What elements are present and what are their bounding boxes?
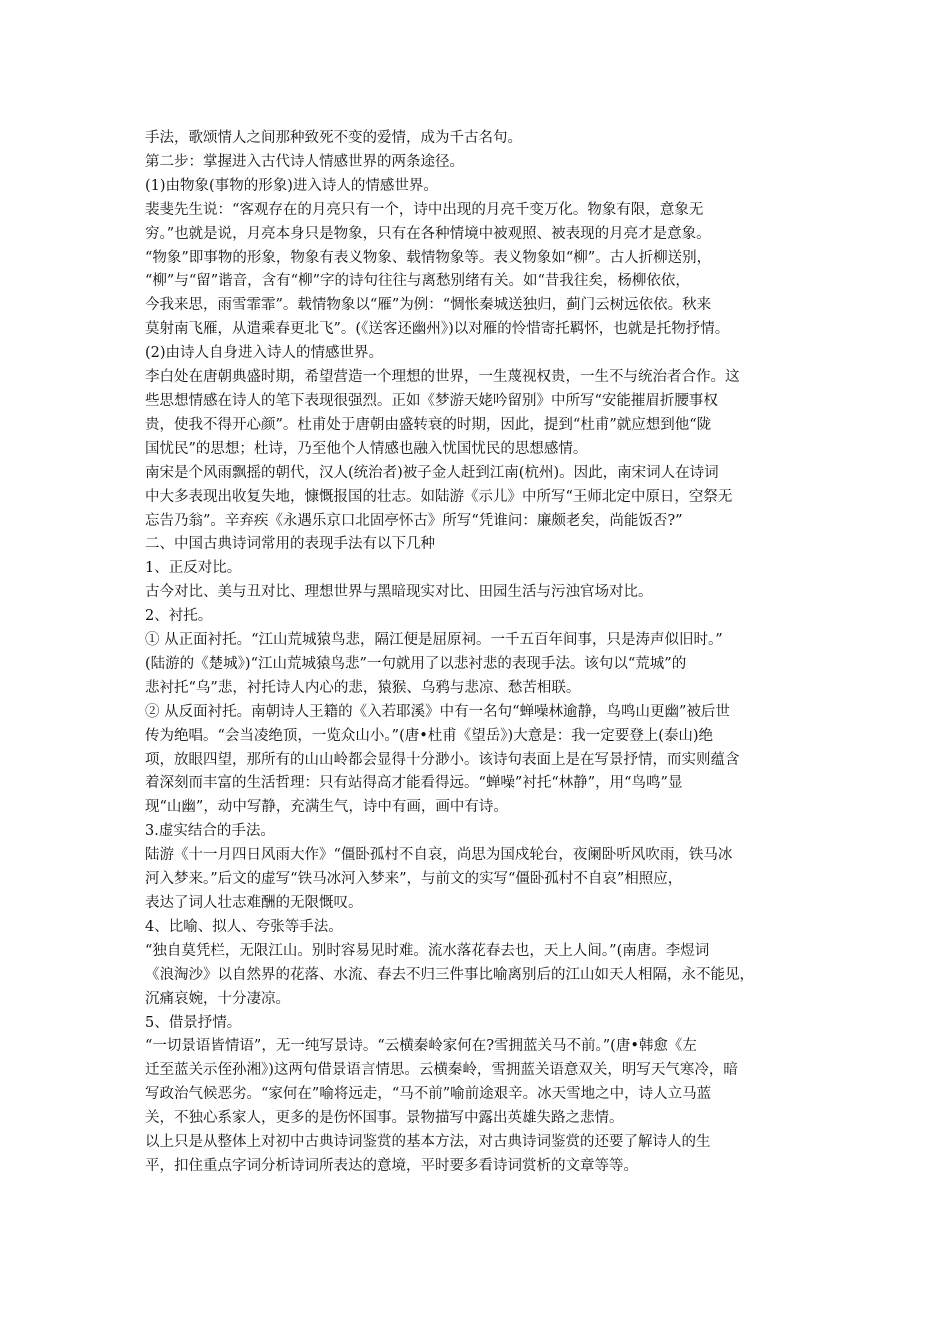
subsection-heading: 1、正反对比。: [145, 560, 242, 577]
text-line: ② 从反面衬托。南朝诗人王籍的《入若耶溪》中有一名句“蝉噪林逾静，鸟鸣山更幽”被后世: [145, 703, 730, 720]
text-line: 南宋是个风雨飘摇的朝代，汉人(统治者)被子金人赶到江南(杭州)。因此，南宋词人在诗词: [145, 464, 719, 481]
text-line: 现“山幽”，动中写静，充满生气，诗中有画，画中有诗。: [145, 799, 508, 816]
text-line: 陆游《十一月四日风雨大作》“僵卧孤村不自哀，尚思为国戍轮台，夜阑卧听风吹雨，铁马冰: [145, 847, 733, 864]
text-line: 平，扣住重点字词分析诗词所表达的意境，平时要多看诗词赏析的文章等等。: [145, 1157, 638, 1174]
text-line: 写政治气候恶劣。“家何在”喻将远走，“马不前”喻前途艰辛。冰天雪地之中，诗人立马蓝: [145, 1086, 712, 1103]
text-line: “物象”即事物的形象，物象有表义物象、载情物象等。表义物象如“柳”。古人折柳送别，: [145, 249, 712, 266]
text-line: (1)由物象(事物的形象)进入诗人的情感世界。: [145, 177, 438, 194]
text-line: 些思想情感在诗人的笔下表现很强烈。正如《梦游天姥吟留别》中所写“安能摧眉折腰事权: [145, 392, 718, 409]
text-line: ① 从正面衬托。“江山荒城猿鸟悲，隔江便是屈原祠。一千五百年间事，只是涛声似旧时。”: [145, 632, 723, 649]
text-line: (陆游的《楚城》)“江山荒城猿鸟悲”一句就用了以悲衬悲的表现手法。该句以“荒城”的: [145, 655, 687, 672]
subsection-heading: 2、衬托。: [145, 608, 213, 625]
subsection-heading: 3.虚实结合的手法。: [145, 823, 275, 840]
text-line: 李白处在唐朝典盛时期，希望营造一个理想的世界，一生蔑视权贵，一生不与统治者合作。这: [145, 369, 740, 386]
text-line: 莫射南飞雁，从遣乘春更北飞”。(《送客还幽州》)以对雁的怜惜寄托羁怀，也就是托物抒情。: [145, 321, 730, 338]
text-line: 手法，歌颂情人之间那种致死不变的爱情，成为千古名句。: [145, 130, 522, 146]
text-line: “独自莫凭栏，无限江山。别时容易见时难。流水落花春去也，天上人间。”(南唐。李煜词: [145, 942, 710, 959]
text-line: “一切景语皆情语”，无一纯写景诗。“云横秦岭家何在?雪拥蓝关马不前。”(唐•韩愈《左: [145, 1038, 697, 1055]
text-line: 贵，使我不得开心颜”。杜甫处于唐朝由盛转衰的时期，因此，提到“杜甫”就应想到他“陇: [145, 416, 712, 433]
text-line: 表达了词人壮志难酬的无限慨叹。: [145, 895, 363, 911]
text-line: 第二步：掌握进入古代诗人情感世界的两条途径。: [145, 153, 464, 170]
text-line: 项，放眼四望，那所有的山山岭都会显得十分渺小。该诗句表面上是在写景抒情，而实则蕴含: [145, 751, 740, 768]
text-line: 传为绝唱。“会当凌绝顶，一览众山小。”(唐•杜甫《望岳》)大意是：我一定要登上(泰山)绝: [145, 727, 714, 744]
text-line: 今我来思，雨雪霏霏”。载情物象以“雁”为例：“惆怅秦城送独归，蓟门云树远依依。秋来: [145, 297, 712, 314]
text-line: 裴斐先生说：“客观存在的月亮只有一个，诗中出现的月亮千变万化。物象有限，意象无: [145, 201, 704, 218]
text-line: 着深刻而丰富的生活哲理：只有站得高才能看得远。“蝉噪”衬托“林静”，用“鸟鸣”显: [145, 775, 683, 792]
text-line: 中大多表现出收复失地，慷慨报国的壮志。如陆游《示儿》中所写“王师北定中原日，空祭无: [145, 488, 733, 505]
text-line: 《浪淘沙》以自然界的花落、水流、春去不归三件事比喻离别后的江山如天人相隔，永不能见，: [145, 966, 754, 983]
text-line: 河入梦来。”后文的虚写“铁马冰河入梦来”，与前文的实写“僵卧孤村不自哀”相照应，: [145, 871, 683, 888]
text-line: (2)由诗人自身进入诗人的情感世界。: [145, 345, 384, 362]
subsection-heading: 4、比喻、拟人、夸张等手法。: [145, 918, 343, 935]
text-line: 沉痛哀婉，十分凄凉。: [145, 990, 290, 1007]
text-line: 古今对比、美与丑对比、理想世界与黑暗现实对比、田园生活与污浊官场对比。: [145, 584, 653, 601]
document-body: [145, 127, 811, 1179]
text-line: 以上只是从整体上对初中古典诗词鉴赏的基本方法，对古典诗词鉴赏的还要了解诗人的生: [145, 1134, 711, 1151]
text-line: 穷。”也就是说，月亮本身只是物象，只有在各种情境中被观照、被表现的月亮才是意象。: [145, 225, 711, 242]
text-line: 忘告乃翁”。辛弃疾《永遇乐京口北固亭怀古》所写“凭谁问：廉颇老矣，尚能饭否?”: [145, 512, 683, 529]
text-line: 迁至蓝关示侄孙湘》)这两句借景语言情思。云横秦岭，雪拥蓝关语意双关，明写天气寒冷，暗: [145, 1062, 738, 1079]
subsection-heading: 5、借景抒情。: [145, 1014, 242, 1031]
text-line: 悲衬托“乌”悲，衬托诗人内心的悲，猿猴、乌鸦与悲凉、愁苦相联。: [145, 679, 581, 696]
text-line: 国忧民”的思想；杜诗，乃至他个人情感也融入忧国忧民的思想感情。: [145, 440, 588, 457]
text-line: 关，不独心系家人，更多的是伤怀国事。景物描写中露出英雄失路之悲情。: [145, 1110, 624, 1127]
section-heading: 二、中国古典诗词常用的表现手法有以下几种: [145, 536, 435, 553]
text-line: “柳”与“留”谐音，含有“柳”字的诗句往往与离愁别绪有关。如“昔我往矣，杨柳依依，: [145, 273, 690, 290]
